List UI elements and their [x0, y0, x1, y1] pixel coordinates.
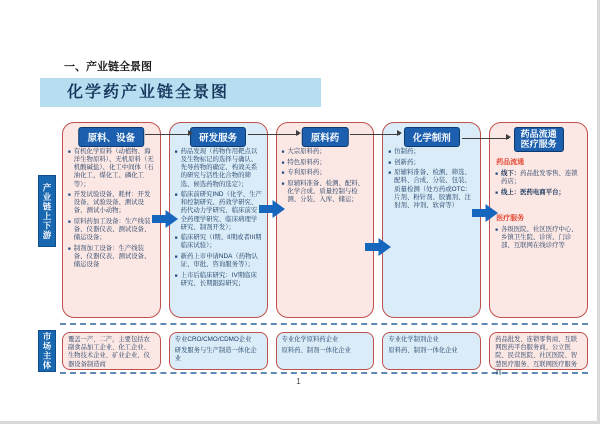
title-banner: [40, 78, 321, 107]
market-box-api-companies: [276, 332, 375, 370]
market-box-preparation-companies: [382, 332, 481, 370]
bullet-icon: ■: [68, 149, 71, 154]
bullet-icon: ■: [495, 171, 498, 176]
list-item: ■ 创新药；: [388, 158, 420, 166]
bullet-icon: ■: [281, 180, 285, 186]
side-label-market-players-text: 市场主体: [42, 332, 52, 370]
list-item: ■ 上市后临床研究：IV期临床研究、长期跟踪研究；: [174, 271, 257, 287]
panel-header-line1: 药品流通: [520, 129, 557, 139]
side-label-market-players: [38, 330, 56, 372]
list-item: ■ 专利原料药；: [281, 169, 326, 177]
bullet-icon: ■: [174, 254, 178, 259]
market-box-text: 原料药、制剂一体化企业: [388, 347, 458, 355]
market-box-text: 专业化学原料药企业: [281, 336, 339, 343]
side-label-industry-chain: [38, 175, 56, 247]
item-lead: 线下：: [500, 170, 521, 177]
list-item: ■ 开发试验设备、耗材：开发设备、试验设备、测试设备、测试小动物；: [68, 191, 151, 215]
market-box-distribution-medical: [489, 332, 588, 376]
bullet-icon: ■: [68, 192, 71, 198]
bullet-icon: ■: [281, 159, 285, 165]
panel-apis: [276, 122, 375, 318]
market-box-text: 覆盖一产、二产，主要包括农副食品加工企业、化工企业、生物技术企业、矿业企业、仪器设备制造商: [68, 336, 150, 368]
panel-rnd-services: [169, 122, 268, 318]
bullet-icon: ■: [68, 219, 71, 224]
bullet-icon: ■: [174, 235, 178, 241]
section-heading: 一、产业链全景图: [64, 61, 152, 73]
list-item: ■ 原辅料准备、检测、筛选、配料、合成、分装、包装、质量检测（处方药或OTC：片剂、粉针剂、胶囊剂、注射剂、冲剂、软膏等）: [388, 169, 472, 209]
list-item: ■ 原辅料准备、检测、配料、化学合成、质量控制与检测、分装、入库、储运；: [281, 179, 365, 204]
market-box-text: 药品批发、连锁零售商、互联网医药平台服务商、公立医院、民营医院、社区医院、智慧医疗服务、互联网医疗服务商: [495, 336, 578, 376]
list-item: ■ 有机化学原料（动植物、海洋生物原料）、无机原料（无机酸碱盐）、化工中间体（石油化工、煤化工、磷化工等）；: [68, 148, 154, 188]
bullet-icon: ■: [281, 149, 285, 154]
list-item: ■ 特色原料药；: [281, 158, 326, 166]
list-item: ■ 临床研究（I期、II期或者III期临床试验）；: [174, 234, 262, 250]
arrow-right-icon: [462, 138, 509, 139]
subsection-title-medical: 医疗服务: [496, 214, 525, 222]
side-label-industry-chain-text: 产业链上下游: [42, 182, 52, 240]
bullet-icon: ■: [388, 170, 392, 176]
panel-header-raw-materials-equipment: 原料、设备: [80, 128, 144, 146]
market-box-upstream-suppliers: [62, 332, 161, 370]
item-text: 药品批发零售、连锁药店；: [500, 170, 578, 186]
panel-chemical-preparations: [382, 122, 481, 318]
bullet-icon: ■: [495, 226, 498, 232]
list-item: ■ 原料药加工设备：生产线装备、仪器仪表、测试设备、储运设备；: [68, 218, 151, 242]
bullet-icon: ■: [174, 272, 178, 278]
market-box-text: 专业化学制剂企业: [388, 336, 439, 343]
list-item: [494, 170, 583, 186]
bullet-icon: ■: [68, 245, 71, 251]
panel-body-apis: [281, 148, 370, 204]
list-item: ■ 新药上市申请NDA（药物认证、审批、咨询服务等）；: [174, 253, 258, 269]
panel-raw-materials-equipment: [62, 122, 161, 318]
list-item: ■ 仿制药；: [388, 148, 420, 155]
bullet-icon: ■: [388, 159, 392, 165]
bullet-icon: ■: [495, 189, 498, 195]
item-lead: 线上：: [500, 188, 521, 196]
panel-body-raw-materials: [67, 148, 156, 269]
panel-body-distribution-medical: [494, 157, 583, 250]
panel-header-apis: 原料药: [303, 128, 348, 146]
list-item: ■ 临床前研究IND（化学、生产和控制研究、药效学研究、药代动力学研究、临床前安全药理学研究、临床病理学研究、制剂开发）；: [174, 191, 262, 231]
list-item: ■ 药品发现（药物作用靶点以及生物标记的选择与确认、先导药物的确定、构效关系的研究与活性化合物的筛选、候选药物的选定）；: [174, 148, 258, 188]
dashed-divider: [60, 323, 588, 325]
list-item: [494, 226, 583, 250]
panel-distribution-medical: [489, 122, 588, 318]
bullet-icon: ■: [174, 149, 178, 154]
market-box-text: 原料药、制剂一体化企业: [281, 347, 351, 355]
bullet-icon: ■: [388, 149, 392, 154]
market-box-cro-cmo: [169, 332, 268, 370]
panel-body-rnd-services: [174, 148, 263, 288]
page-number: 1: [296, 377, 301, 386]
list-item: ■ 大宗原料药；: [281, 148, 326, 155]
list-item: ■ 制剂加工设备：生产线装备、仪器仪表、测试设备、储运设备: [68, 244, 151, 269]
panel-header-distribution-medical: [515, 128, 563, 151]
subsection-title-distribution: 药品流通: [496, 159, 525, 166]
industry-chain-row: [62, 122, 588, 318]
panel-header-line2: 医疗服务: [520, 139, 557, 150]
market-box-text: 研发服务与生产制造一体化企业: [174, 347, 257, 363]
arrow-right-icon: [350, 134, 400, 135]
market-box-text: 专业CRO/CMO/CDMO企业: [174, 336, 252, 343]
bullet-icon: ■: [281, 170, 285, 176]
panel-header-rnd-services: 研发服务: [191, 128, 245, 146]
market-players-row: [62, 332, 588, 376]
panel-body-chemical-preparations: [387, 148, 476, 210]
item-text: 医药电商平台；: [520, 188, 565, 196]
item-text: 各级医院、社区医疗中心、乡镇卫生院、诊所、门诊部、互联网在线诊疗等: [500, 225, 578, 250]
arrow-right-icon: [145, 134, 191, 135]
diagram-title: 化学药产业链全景图: [67, 84, 230, 101]
panel-header-chemical-preparations: 化学制剂: [405, 128, 459, 146]
arrow-right-icon: [248, 134, 299, 135]
bullet-icon: ■: [174, 192, 178, 198]
list-item: [494, 189, 583, 197]
